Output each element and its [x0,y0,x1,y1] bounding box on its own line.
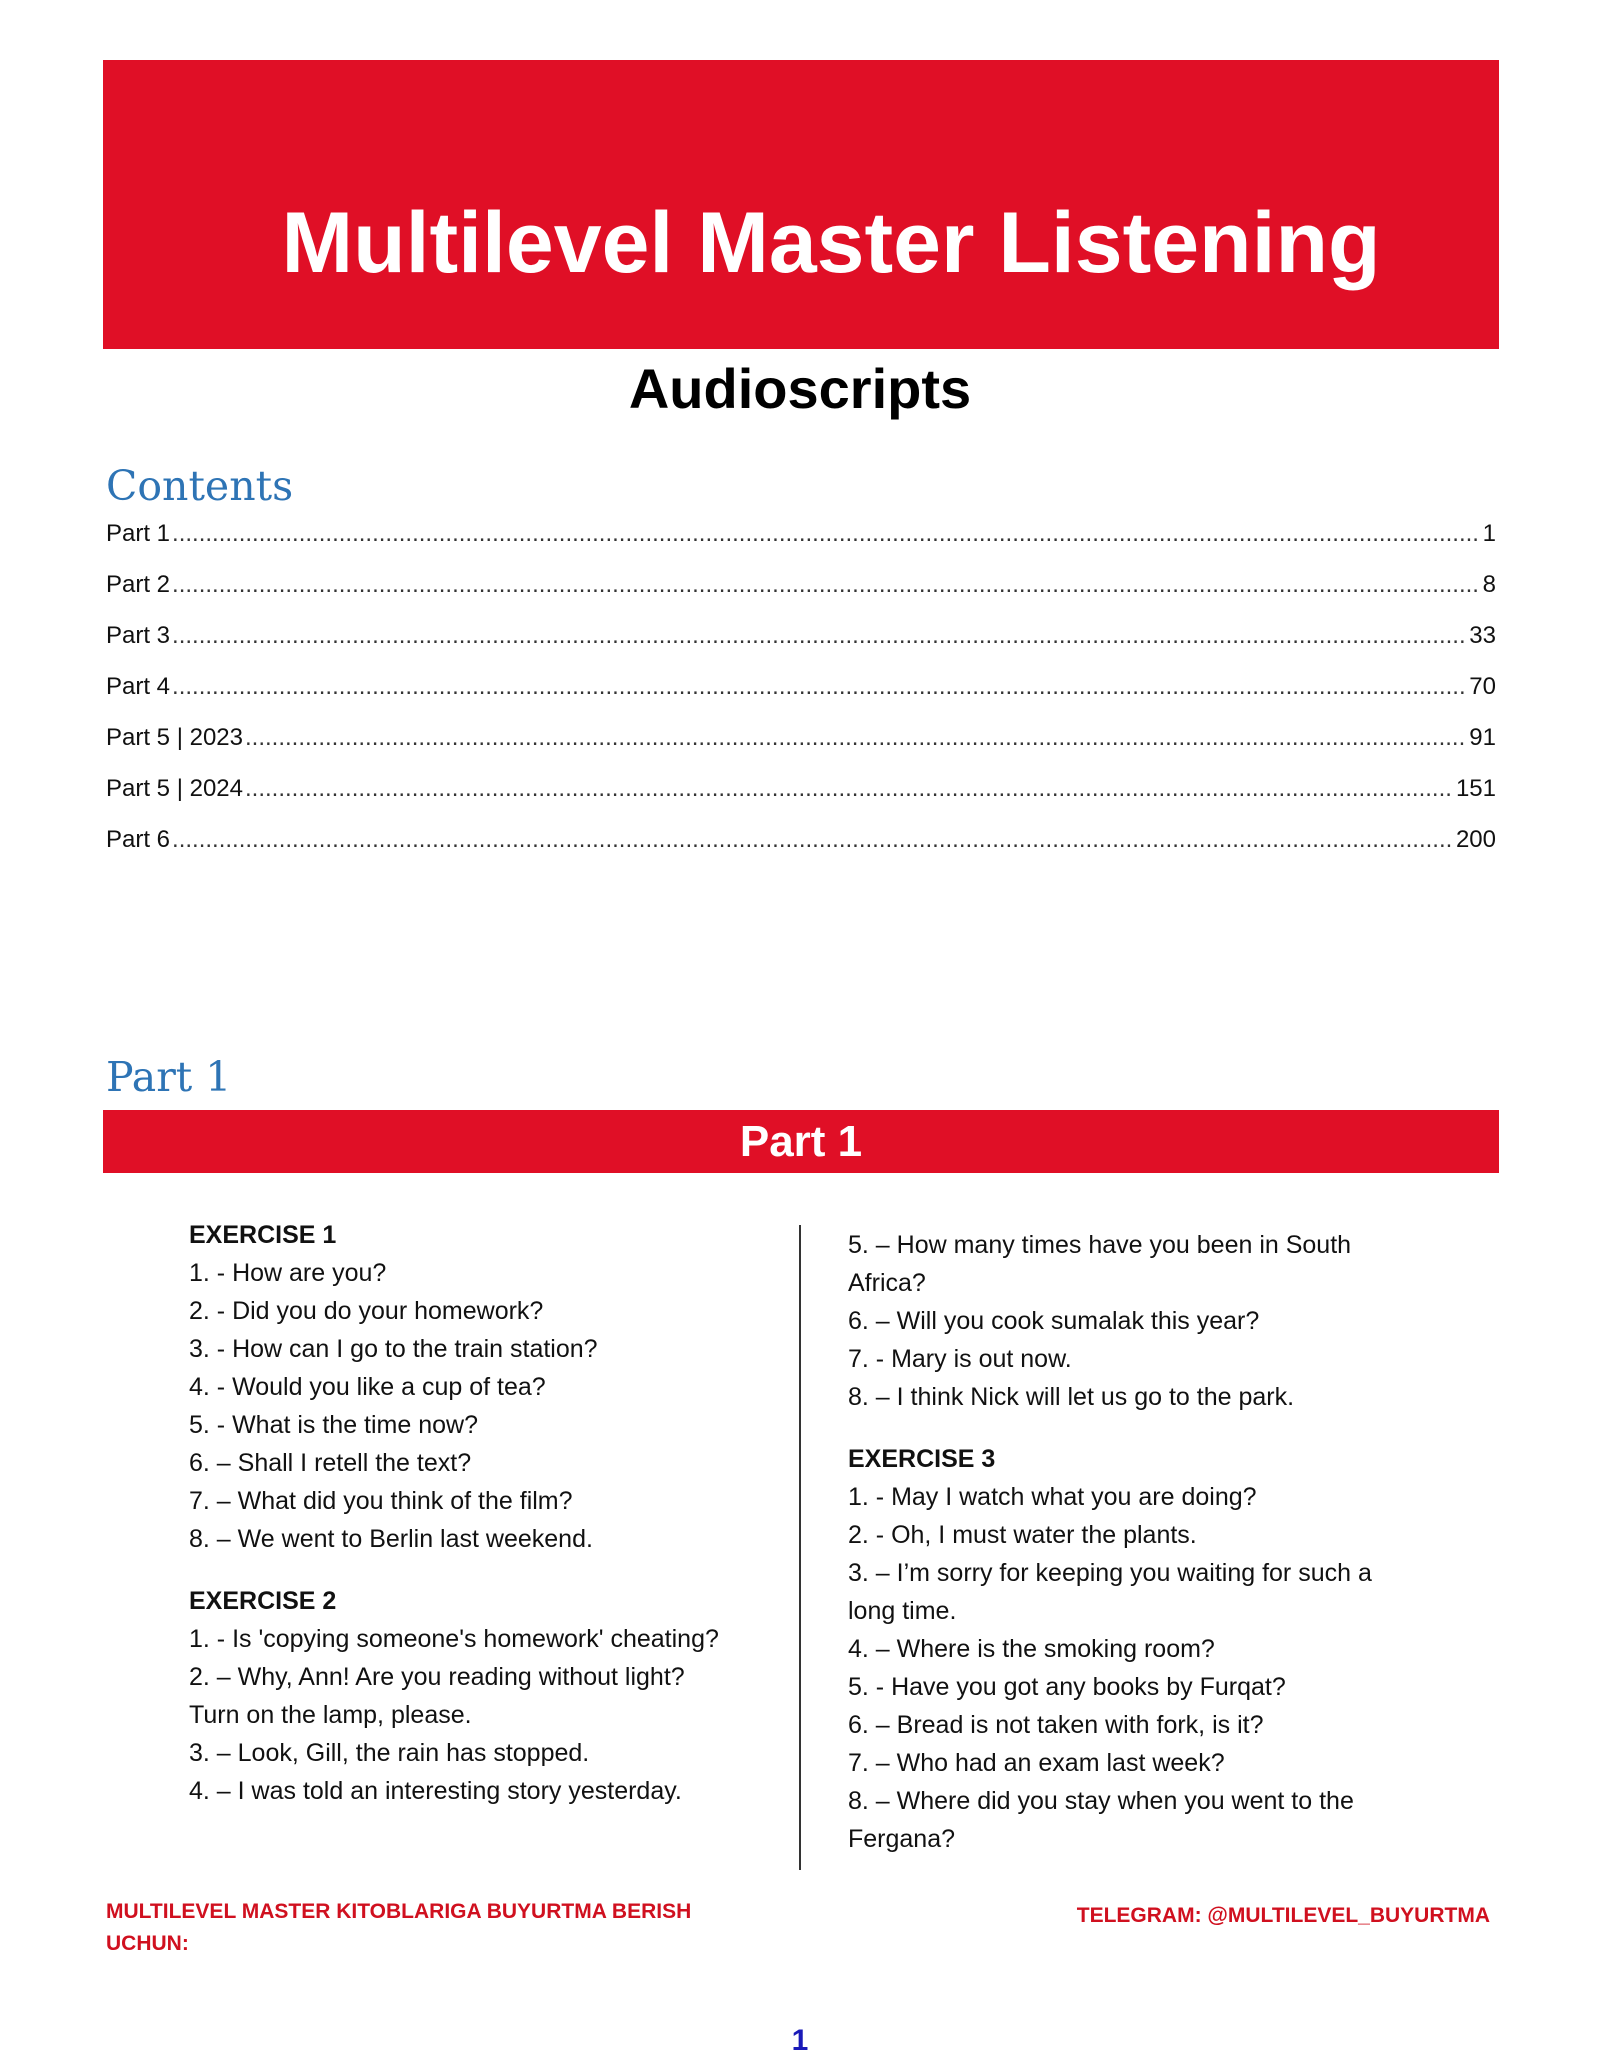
script-line: 3. - How can I go to the train station? [189,1335,598,1363]
script-line: 6. – Bread is not taken with fork, is it? [848,1711,1264,1739]
toc-entry-part-5-2023[interactable] [106,724,1496,775]
script-line: 3. – I’m sorry for keeping you waiting for such a [848,1559,1372,1587]
script-line: 5. - Have you got any books by Furqat? [848,1673,1286,1701]
script-line: 3. – Look, Gill, the rain has stopped. [189,1739,590,1767]
spacer [848,1416,1408,1440]
part-title-bar: Part 1 [103,1110,1499,1173]
toc-entry-part-6[interactable] [106,826,1496,877]
toc-leader-dots [172,673,1467,701]
toc-leader-dots [245,724,1467,752]
toc-entry-label: Part 3 [106,622,171,649]
part-heading: Part 1 [106,1053,232,1101]
exercise-title: EXERCISE 3 [848,1445,996,1473]
script-line: 4. – Where is the smoking room? [848,1635,1215,1663]
script-line: 4. – I was told an interesting story yesterday. [189,1777,682,1805]
script-line: 2. - Oh, I must water the plants. [848,1521,1197,1549]
exercise-title: EXERCISE 1 [189,1221,337,1249]
toc-entry-part-5-2024[interactable] [106,775,1496,826]
page-number: 1 [791,2024,809,2057]
toc-entry-label: Part 6 [106,826,171,853]
toc-leader-dots [245,775,1454,803]
title-banner [103,60,1499,349]
contents-heading: Contents [106,462,294,510]
exercise-title: EXERCISE 2 [189,1587,337,1615]
toc-entry-part-3[interactable] [106,622,1496,673]
toc-entry-label: Part 5 | 2023 [106,724,243,751]
left-column [189,1216,764,1810]
right-column [848,1226,1408,1858]
toc-entry-part-1[interactable] [106,520,1496,571]
toc-entry-label: Part 5 | 2024 [106,775,243,802]
toc-entry-label: Part 2 [106,571,171,598]
toc-leader-dots [172,622,1467,650]
script-line: 8. – Where did you stay when you went to the [848,1787,1354,1815]
script-line: Turn on the lamp, please. [189,1701,472,1729]
script-line: 7. – What did you think of the film? [189,1487,573,1515]
footer-order-note: MULTILEVEL MASTER KITOBLARIGA BUYURTMA BERISH UCHUN: [106,1900,692,1955]
script-line: 7. – Who had an exam last week? [848,1749,1225,1777]
script-line: 5. - What is the time now? [189,1411,479,1439]
toc-entry-page: 91 [1469,724,1496,751]
toc-entry-page: 70 [1469,673,1496,700]
script-line: Fergana? [848,1825,956,1853]
spacer [189,1558,764,1582]
column-divider [799,1225,801,1870]
script-line: 1. - How are you? [189,1259,387,1287]
script-line: 8. – I think Nick will let us go to the park. [848,1383,1295,1411]
script-line: 2. - Did you do your homework? [189,1297,544,1325]
script-line: long time. [848,1597,957,1625]
toc-entry-page: 8 [1482,571,1496,598]
footer-telegram-link[interactable]: TELEGRAM: @MULTILEVEL_BUYURTMA [1076,1904,1490,1927]
toc-entry-page: 200 [1455,826,1496,853]
script-line: 8. – We went to Berlin last weekend. [189,1525,593,1553]
table-of-contents [106,520,1496,877]
toc-entry-label: Part 4 [106,673,171,700]
script-line: Africa? [848,1269,926,1297]
script-line: 7. - Mary is out now. [848,1345,1072,1373]
document-subtitle: Audioscripts [628,357,972,420]
toc-entry-part-4[interactable] [106,673,1496,724]
toc-entry-page: 1 [1482,520,1496,547]
toc-entry-page: 33 [1469,622,1496,649]
script-line: 1. - Is 'copying someone's homework' cheating? [189,1625,719,1653]
toc-entry-part-2[interactable] [106,571,1496,622]
script-line: 1. - May I watch what you are doing? [848,1483,1257,1511]
script-line: 6. – Will you cook sumalak this year? [848,1307,1260,1335]
toc-entry-page: 151 [1455,775,1496,802]
script-line: 6. – Shall I retell the text? [189,1449,472,1477]
toc-leader-dots [172,826,1454,854]
document-title: Multilevel Master Listening [281,195,1381,291]
toc-leader-dots [172,571,1481,599]
toc-leader-dots [172,520,1481,548]
script-line: 4. - Would you like a cup of tea? [189,1373,546,1401]
script-line: 2. – Why, Ann! Are you reading without light? [189,1663,685,1691]
script-line: 5. – How many times have you been in South [848,1231,1352,1259]
toc-entry-label: Part 1 [106,520,171,547]
